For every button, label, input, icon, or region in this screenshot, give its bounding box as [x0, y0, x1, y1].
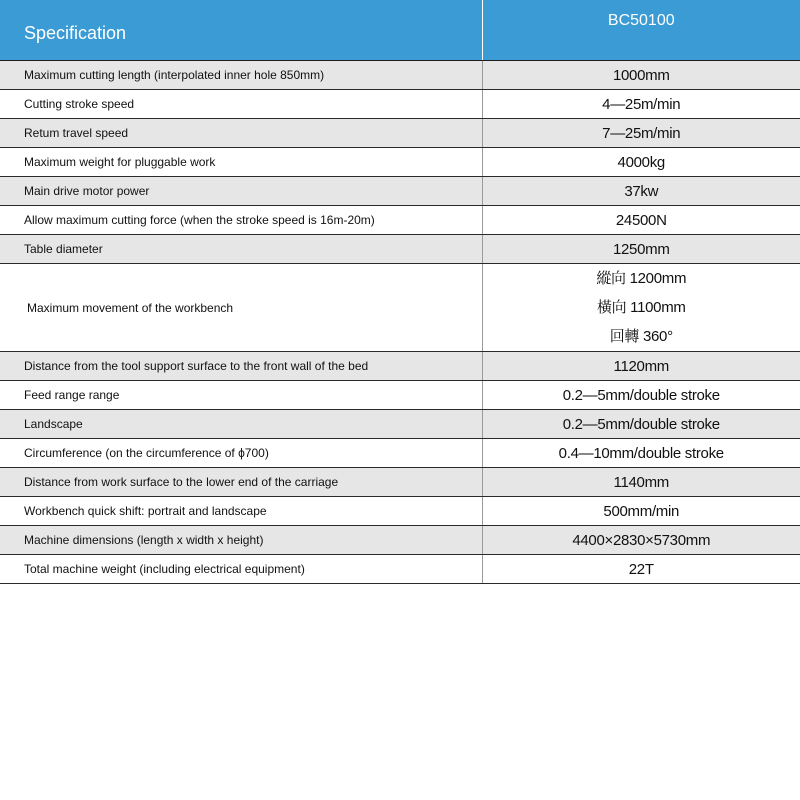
table-row: [0, 526, 800, 555]
spec-value-line: 橫向 1100mm: [596, 299, 686, 316]
table-row: [0, 90, 800, 119]
spec-value: 4000kg: [482, 148, 800, 177]
spec-name: Allow maximum cutting force (when the stroke speed is 16m-20m): [0, 206, 482, 235]
spec-value: 1120mm: [482, 352, 800, 381]
spec-name: Maximum cutting length (interpolated inner hole 850mm): [0, 61, 482, 90]
spec-value: 0.2—5mm/double stroke: [482, 381, 800, 410]
spec-value: 1250mm: [482, 235, 800, 264]
table-row: [0, 555, 800, 584]
table-header-row: [0, 0, 800, 61]
spec-name: Distance from the tool support surface to the front wall of the bed: [0, 352, 482, 381]
table-row: [0, 177, 800, 206]
spec-value: 24500N: [482, 206, 800, 235]
spec-name: Landscape: [0, 410, 482, 439]
spec-value: 4—25m/min: [482, 90, 800, 119]
table-row: [0, 381, 800, 410]
spec-value-line: 縱向 1200mm: [596, 270, 687, 287]
table-row: [0, 468, 800, 497]
spec-value: 0.2—5mm/double stroke: [482, 410, 800, 439]
spec-name: Machine dimensions (length x width x height): [0, 526, 482, 555]
spec-value: 22T: [482, 555, 800, 584]
table-row: [0, 235, 800, 264]
spec-name: Maximum weight for pluggable work: [0, 148, 482, 177]
header-model: BC50100: [482, 0, 800, 61]
spec-name: Retum travel speed: [0, 119, 482, 148]
table-row: [0, 264, 800, 352]
spec-name: Main drive motor power: [0, 177, 482, 206]
spec-name: Workbench quick shift: portrait and landscape: [0, 497, 482, 526]
table-row: [0, 119, 800, 148]
spec-value: 500mm/min: [482, 497, 800, 526]
table-row: [0, 410, 800, 439]
spec-name: Circumference (on the circumference of ϕ700): [0, 439, 482, 468]
table-row: [0, 61, 800, 90]
spec-name: Cutting stroke speed: [0, 90, 482, 119]
spec-name: Maximum movement of the workbench: [0, 264, 482, 352]
spec-value: 4400×2830×5730mm: [482, 526, 800, 555]
spec-value-multi: [482, 264, 800, 352]
table-row: [0, 497, 800, 526]
spec-value-line: 回轉 360°: [609, 328, 673, 345]
spec-value: 0.4—10mm/double stroke: [482, 439, 800, 468]
spec-value: 37kw: [482, 177, 800, 206]
spec-name: Total machine weight (including electrical equipment): [0, 555, 482, 584]
header-specification: Specification: [0, 0, 482, 61]
spec-name: Distance from work surface to the lower end of the carriage: [0, 468, 482, 497]
spec-value: 1000mm: [482, 61, 800, 90]
table-row: [0, 148, 800, 177]
spec-name: Table diameter: [0, 235, 482, 264]
table-row: [0, 439, 800, 468]
spec-name: Feed range range: [0, 381, 482, 410]
spec-value: 1140mm: [482, 468, 800, 497]
table-row: [0, 352, 800, 381]
table-row: [0, 206, 800, 235]
spec-value: 7—25m/min: [482, 119, 800, 148]
